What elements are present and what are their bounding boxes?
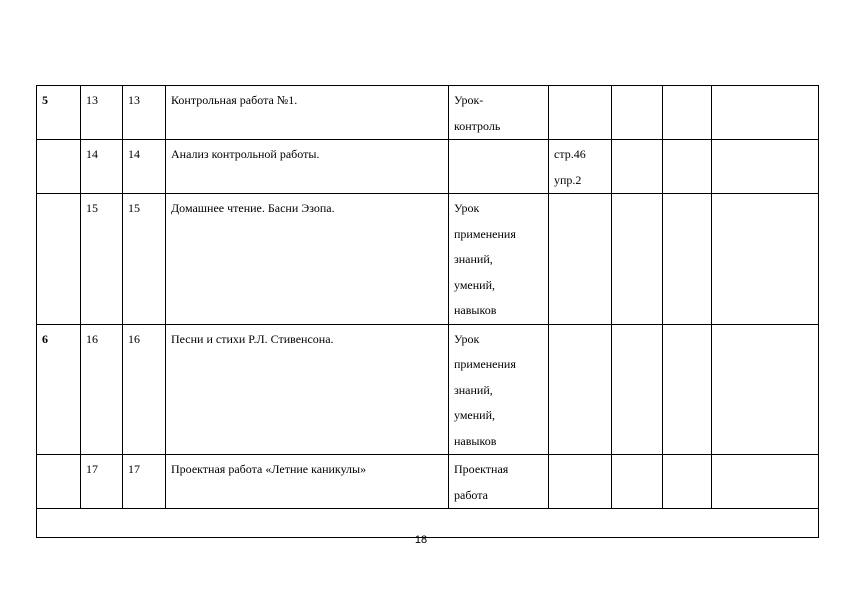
- lesson-type-cell: [449, 86, 549, 140]
- lesson-type-line: знаний,: [454, 382, 493, 397]
- empty-cell: [612, 194, 663, 325]
- empty-cell: [712, 194, 819, 325]
- topic-cell: Контрольная работа №1.: [166, 86, 449, 140]
- lesson-number-cell: 15: [123, 194, 166, 325]
- lesson-type-line: применения: [454, 357, 516, 371]
- lesson-number-cell: 14: [81, 140, 123, 194]
- lesson-type-line: умений,: [454, 408, 496, 422]
- week-cell: 6: [37, 324, 81, 455]
- homework-cell: [549, 194, 612, 325]
- empty-cell: [612, 324, 663, 455]
- empty-cell: [663, 86, 712, 140]
- empty-cell: [663, 194, 712, 325]
- lesson-type-cell: [449, 194, 549, 325]
- lesson-number-cell: 14: [123, 140, 166, 194]
- week-cell: [37, 455, 81, 509]
- lesson-type-line: работа: [454, 487, 488, 502]
- topic-cell: Проектная работа «Летние каникулы»: [166, 455, 449, 509]
- homework-cell: [549, 324, 612, 455]
- empty-cell: [712, 324, 819, 455]
- lesson-type-cell: [449, 324, 549, 455]
- empty-cell: [663, 324, 712, 455]
- empty-cell: [612, 86, 663, 140]
- lesson-number-cell: 13: [81, 86, 123, 140]
- topic-cell: Анализ контрольной работы.: [166, 140, 449, 194]
- lesson-type-line: умений,: [454, 277, 496, 292]
- lesson-number-cell: 16: [123, 324, 166, 455]
- table-row: [37, 324, 819, 455]
- empty-cell: [712, 140, 819, 194]
- lesson-number-cell: 16: [81, 324, 123, 455]
- homework-cell: [549, 140, 612, 194]
- lesson-type-cell: [449, 140, 549, 194]
- topic-cell: Песни и стихи Р.Л. Стивенсона.: [166, 324, 449, 455]
- empty-cell: [612, 140, 663, 194]
- week-cell: [37, 140, 81, 194]
- lesson-plan-table: [36, 85, 819, 538]
- lesson-type-line: применения: [454, 226, 516, 241]
- table-row: [37, 455, 819, 509]
- homework-line: стр.46: [554, 147, 586, 161]
- homework-line: упр.2: [554, 172, 582, 187]
- lesson-number-cell: 17: [123, 455, 166, 509]
- lesson-type-cell: [449, 455, 549, 509]
- lesson-type-line: Урок-: [454, 93, 484, 107]
- lesson-number-cell: 15: [81, 194, 123, 325]
- homework-cell: [549, 86, 612, 140]
- lesson-type-line: навыков: [454, 303, 497, 317]
- topic-cell: Домашнее чтение. Басни Эзопа.: [166, 194, 449, 325]
- homework-cell: [549, 455, 612, 509]
- week-cell: 5: [37, 86, 81, 140]
- lesson-type-line: Урок: [454, 331, 480, 346]
- table-row: [37, 140, 819, 194]
- week-cell: [37, 194, 81, 325]
- lesson-type-line: контроль: [454, 118, 501, 133]
- lesson-type-line: знаний,: [454, 252, 493, 266]
- empty-cell: [612, 455, 663, 509]
- page-number: 18: [414, 534, 428, 546]
- lesson-number-cell: 17: [81, 455, 123, 509]
- lesson-type-line: навыков: [454, 433, 497, 448]
- table-row: [37, 194, 819, 325]
- empty-cell: [712, 86, 819, 140]
- empty-cell: [712, 455, 819, 509]
- empty-cell: [663, 455, 712, 509]
- empty-cell: [663, 140, 712, 194]
- lesson-type-line: Проектная: [454, 462, 509, 476]
- table-row: [37, 86, 819, 140]
- lesson-type-line: Урок: [454, 201, 480, 215]
- lesson-number-cell: 13: [123, 86, 166, 140]
